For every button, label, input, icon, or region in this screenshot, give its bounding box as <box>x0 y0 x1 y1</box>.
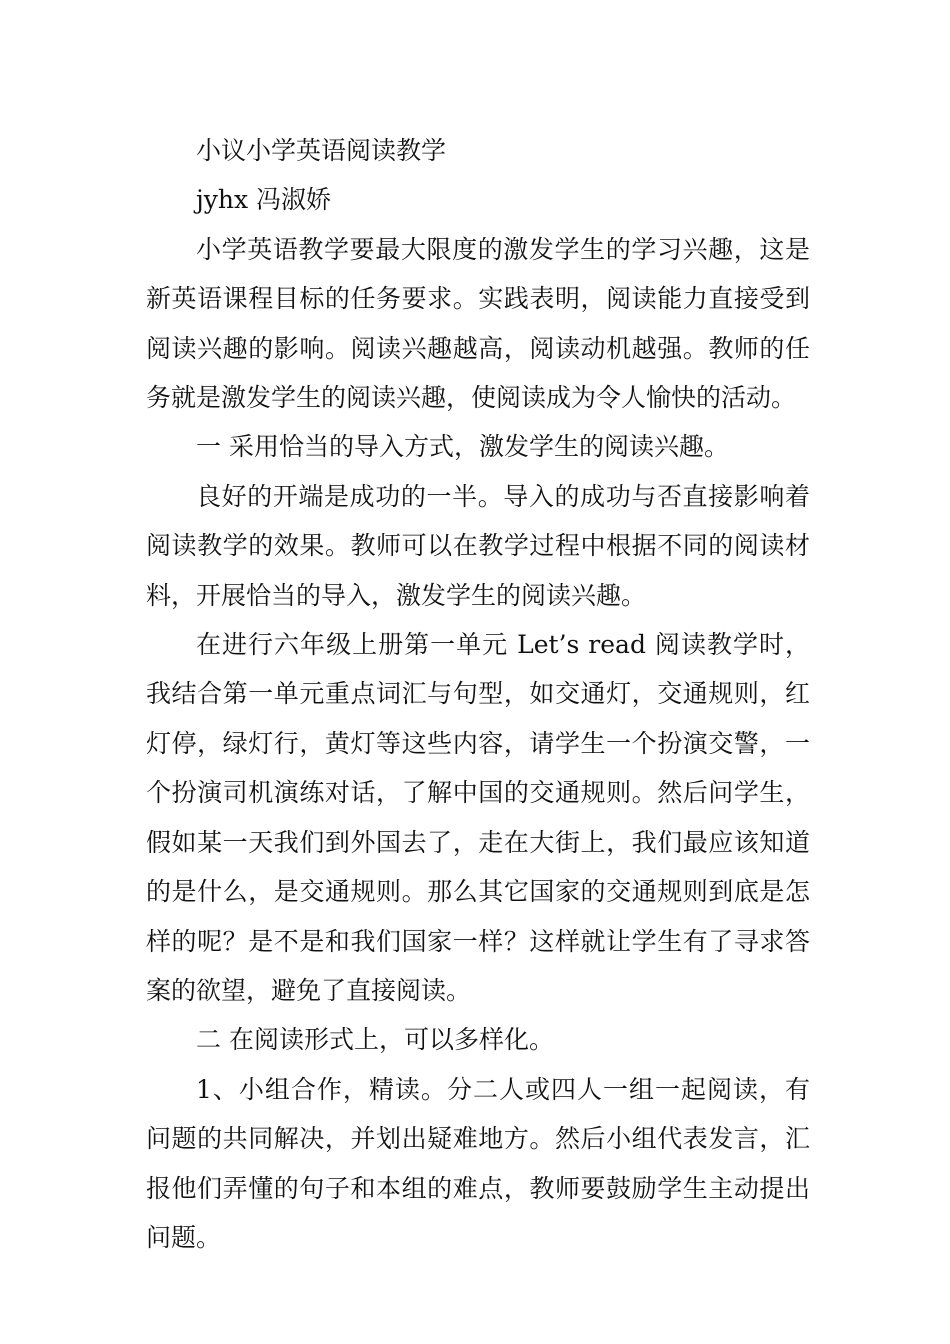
document-author: jyhx 冯淑娇 <box>196 185 332 215</box>
document-title: 小议小学英语阅读教学 <box>196 136 447 165</box>
paragraph-section-1: 良好的开端是成功的一半。导入的成功与否直接影响着阅读教学的效果。教师可以在教学过程中根据不同的阅读材料，开展恰当的导入，激发学生的阅读兴趣。 <box>146 481 810 610</box>
section-heading-1: 一 采用恰当的导入方式，激发学生的阅读兴趣。 <box>196 432 729 462</box>
paragraph-group-reading: 1、小组合作，精读。分二人或四人一组一起阅读，有问题的共同解决，并划出疑难地方。然后小组代表发言，汇报他们弄懂的句子和本组的难点，教师要鼓励学生主动提出问题。 <box>146 1074 810 1252</box>
paragraph-intro: 小学英语教学要最大限度的激发学生的学习兴趣，这是新英语课程目标的任务要求。实践表明，阅读能力直接受到阅读兴趣的影响。阅读兴趣越高，阅读动机越强。教师的任务就是激发学生的阅读兴趣，使阅读成为令人愉快的活动。 <box>146 234 810 413</box>
paragraph-example: 在进行六年级上册第一单元 Let’s read 阅读教学时，我结合第一单元重点词汇与句型，如交通灯，交通规则，红灯停，绿灯行，黄灯等这些内容，请学生一个扮演交警，一个扮演司机演练对话，了解中国的交通规则。然后问学生，假如某一天我们到外国去了，走在大街上，我们最应该知道的是什么，是交通规则。那么其它国家的交通规则到底是怎样的呢？是不是和我们国家一样？这样就让学生有了寻求答案的欲望，避免了直接阅读。 <box>146 630 810 1005</box>
section-heading-2: 二 在阅读形式上，可以多样化。 <box>196 1025 554 1055</box>
document-body <box>146 126 810 1262</box>
